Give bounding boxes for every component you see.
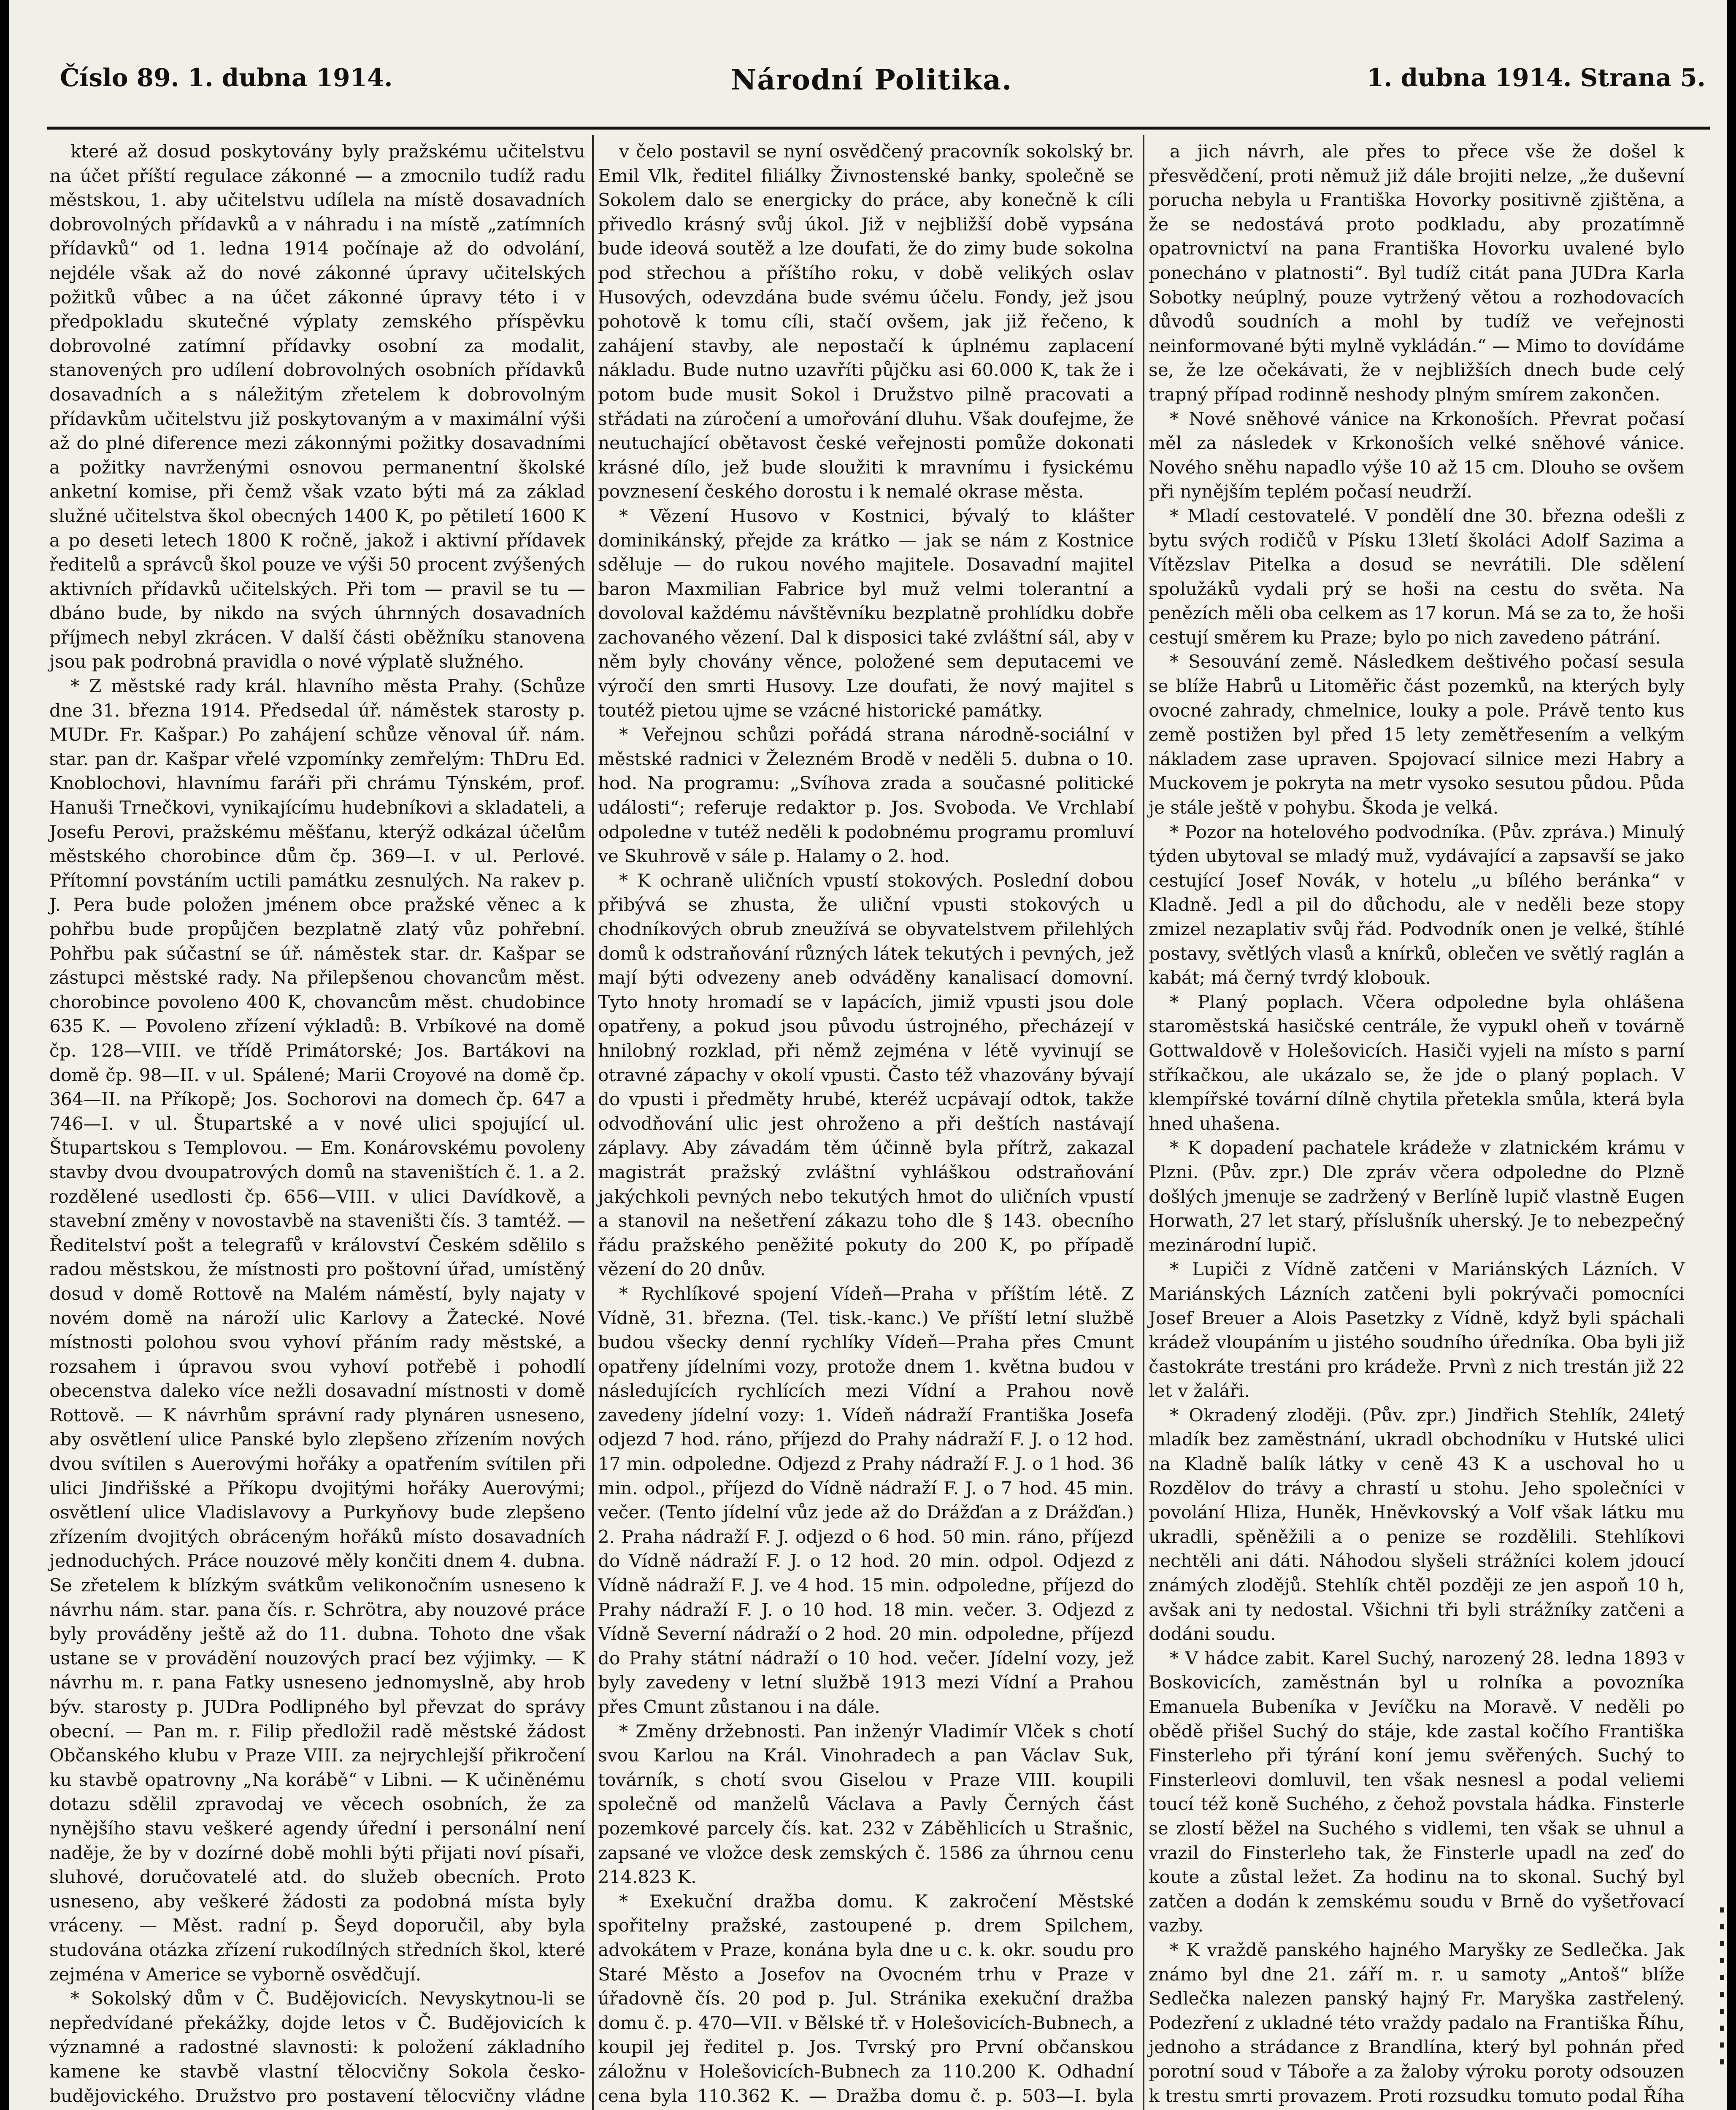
- article-paragraph: * Pozor na hotelového podvodníka. (Pův. zpráva.) Minulý týden ubytoval se mladý muž, vydávající a zapsavší se jako cestující Josef Novák, v hotelu „u bílého beránka“ v Kladně. Jedl a pil do důchodu, ale v neděli beze stopy zmizel nezaplativ svůj řád. Podvodník onen je velké, štíhlé postavy, světlých vlasů a knírků, oblečen ve světlý raglán a kabát; má černý tvrdý klobouk.: [1149, 821, 1685, 988]
- article-paragraph: * Exekuční dražba domu. K zakročení Městské spořitelny pražské, zastoupené p. drem Spilchem, advokátem v Praze, konána byla dne u c. k. okr. soudu pro Staré Město a Josefov na Ovocném trhu v Praze v úřadovně čís. 20 pod p. Jul. Stránika exekuční dražba domu č. p. 470—VII. v Bělské tř. v Holešovicích-Bubnech, a koupil jej ředitel p. Jos. Tvrský pro První občanskou záložnu v Holešovicích-Bubnech za 110.200 K. Odhadní cena byla 110.362 K. — Dražba domu č. p. 503—I. byla: [598, 1891, 1134, 2106]
- article-paragraph: * V hádce zabit. Karel Suchý, narozený 28. ledna 1893 v Boskovicích, zaměstnán byl u rolníka a povozníka Emanuela Bubeníka v Jevíčku na Moravě. V neděli po obědě přišel Suchý do stáje, kde zastal kočího Františka Finsterleho při týrání koní jemu svěřených. Suchý to Finsterleovi domluvil, ten však nesnesl a podal veliemi toucí též koně Suchého, z čehož povstala hádka. Finsterle se zlostí běžel na Suchého s vidlemi, ten však se uhnul a vrazil do Finsterleho tak, že Finsterle upadl na zeď do koute a zůstal ležet. Za hodinu na to skonal. Suchý byl zatčen a dodán k zemskému soudu v Brně do vyšetřovací vazby.: [1149, 1647, 1685, 1936]
- header-rule: [47, 127, 1710, 130]
- article-paragraph: * Rychlíkové spojení Vídeň—Praha v příštím létě. Z Vídně, 31. března. (Tel. tisk.-kanc.) Ve příští letní službě budou všecky denní rychlíky Vídeň—Praha přes Cmunt opatřeny jídelními vozy, protože dnem 1. května budou v následujících rychlících mezi Vídní a Prahou nově zavedeny jídelní vozy: 1. Vídeň nádraží Františka Josefa odjezd 7 hod. ráno, příjezd do Prahy nádraží F. J. o 12 hod. 17 min. odpoledne. Odjezd z Prahy nádraží F. J. o 1 hod. 36 min. odpol., příjezd do Vídně nádraží F. J. o 7 hod. 45 min. večer. (Tento jídelní vůz jede až do Drážďan a z Drážďan.) 2. Praha nádraží F. J. odjezd o 6 hod. 50 min. ráno, příjezd do Vídně nádraží F. J. o 12 hod. 20 min. odpol. Odjezd z Vídně nádraží F. J. ve 4 hod. 15 min. odpoledne, příjezd do Prahy nádraží F. J. o 10 hod. 18 min. večer. 3. Odjezd z Vídně Severní nádraží o 2 hod. 20 min. odpoledne, příjezd do Prahy státní nádraží o 10 hod. večer. Jídelní vozy, jež byly zavedeny v letní službě 1913 mezi Vídní a Prahou přes Cmunt zůstanou i na dále.: [598, 1283, 1134, 1717]
- article-paragraph: * Z městské rady král. hlavního města Prahy. (Schůze dne 31. března 1914. Předsedal úř. náměstek starosty p. MUDr. Fr. Kašpar.) Po zahájení schůze věnoval úř. nám. star. pan dr. Kašpar vřelé vzpomínky zemřelým: ThDru Ed. Knoblochovi, hlavnímu faráři při chrámu Týnském, prof. Hanuši Trnečkovi, vynikajícímu hudebníkovi a skladateli, a Josefu Perovi, pražskému měšťanu, kterýž odkázal účelům městského chorobince dům čp. 369—I. v ul. Perlové. Přítomní povstáním uctili památku zesnulých. Na rakev p. J. Pera bude položen jménem obce pražské věnec a k pohřbu bude propůjčen bezplatně zlatý vůz pohřební. Pohřbu pak súčastní se úř. náměstek star. dr. Kašpar se zástupci městské rady. Na přilepšenou chovancům měst. chorobince povoleno 400 K, chovancům měst. chudobince 635 K. — Povoleno zřízení výkladů: B. Vrbíkové na domě čp. 128—VIII. ve třídě Primátorské; Jos. Bartákovi na domě čp. 98—II. v ul. Spálené; Marii Croyové na domě čp. 364—II. na Příkopě; Jos. Sochorovi na domech čp. 647 a 746—I. v ul. Štupartské a v nové ulici spojující ul. Štupartskou s Templovou. — Em. Konárovskému povoleny stavby dvou dvoupatrových domů na staveništích č. 1. a 2. rozdělené usedlosti čp. 656—VIII. v ulici Davídkově, a stavební změny v novostavbě na staveništi čís. 3 tamtéž. — Ředitelství pošt a telegrafů v království Českém sdělilo s radou městskou, že místnosti pro poštovní úřad, umístěný dosud v domě Rottově na Malém náměstí, byly najaty v novém domě na nároží ulic Karlovy a Žatecké. Nové místnosti polohou svou vyhoví přáním rady městské, a rozsahem i úpravou svou vyhoví potřebě i pohodlí obecenstva daleko více nežli dosavadní místnosti v domě Rottově. — K návrhům správní rady plynáren usneseno, aby osvětlení ulice Panské bylo zlepšeno zřízením nových dvou svítilen s Auerovými hořáky a opatřením svítilen při ulici Jindřišské a Příkopu dvojitými hořáky Auerovými; osvětlení ulice Vladislavovy a Purkyňovy bude zlepšeno zřízením dvojitých obráceným hořáků místo dosavadních jednoduchých. Práce nouzové měly končiti dnem 4. dubna. Se zřetelem k blízkým svátkům velikonočním usneseno k návrhu nám. star. pana čís. r. Schrötra, aby nouzové práce byly prováděny ještě až do 11. dubna. Tohoto dne však ustane se v provádění nouzových prací bez výjimky. — K návrhu m. r. pana Fatky usneseno jednomyslně, aby hrob býv. starosty p. JUDra Podlipného byl převzat do správy obecní. — Pan m. r. Filip předložil radě městské žádost Občanského klubu v Praze VIII. za nejrychlejší přikročení ku stavbě opatrovny „Na korábě“ v Libni. — K učiněnému dotazu sdělil zpravodaj ve věcech osobních, že za nynějšího stavu veškeré agendy úřední i personální není naděje, že by v dozírné době mohli býti přijati noví písaři, sluhové, doručovatelé atd. do služeb obecních. Proto usneseno, aby veškeré žádosti za podobná místa byly vráceny. — Měst. radní p. Šeyd doporučil, aby byla studována otázka zřízení rukodílných středních škol, které zejména v Americe se vyborně osvědčují.: [49, 676, 585, 1985]
- article-paragraph: * Sesouvání země. Následkem deštivého počasí sesula se blíže Habrů u Litoměřic část pozemků, na kterých byly ovocné zahrady, chmelnice, louky a pole. Právě tento kus země postižen byl před 15 lety zemětřesením a velkým nákladem zase upraven. Spojovací silnice mezi Habry a Muckovem je pokryta na metr vysoko sesutou půdou. Půda je stále ještě v pohybu. Škoda je velká.: [1149, 651, 1685, 818]
- article-paragraph: * Vězení Husovo v Kostnici, bývalý to klášter dominikánský, přejde za krátko — jak se nám z Kostnice sděluje — do rukou nového majitele. Dosavadní majitel baron Maxmilian Fabrice byl muž velmi tolerantní a dovoloval každému návštěvníku bezplatně prohlídku dobře zachovaného vězení. Dal k disposici také zvláštní sál, aby v něm byly chovány věnce, položené sem deputacemi ve výročí den smrti Husovy. Lze doufati, že nový majitel s toutéž pietou ujme se vzácné historické památky.: [598, 505, 1134, 721]
- masthead-title: Národní Politika.: [731, 63, 1013, 96]
- article-paragraph: * Nové sněhové vánice na Krkonoších. Převrat počasí měl za následek v Krkonoších velké sněhové vánice. Nového sněhu napadlo výše 10 až 15 cm. Dlouho se ovšem při nynějším teplém počasí neudrží.: [1149, 408, 1685, 502]
- column-rule: [592, 135, 594, 2110]
- column-2: [598, 139, 1134, 2110]
- newspaper-page: [9, 0, 1727, 2110]
- article-paragraph: které až dosud poskytovány byly pražskému učitelstvu na účet příští regulace zákonné — a zmocnilo tudíž radu městskou, 1. aby učitelstvu udílela na místě dosavadních dobrovolných přídavků a v náhradu i na místě „zatímních přídavků“ od 1. ledna 1914 počínaje až do odvolání, nejdéle však až do nové zákonné úpravy učitelských požitků vůbec a na účet zákonné úpravy této i v předpokladu skutečné výplaty zemského příspěvku dobrovolné zatímní přídavky osobní za modalit, stanovených pro udílení dobrovolných osobních přídavků dosavadních a s náležitým zřetelem k dobrovolným přídavkům učitelstvu již poskytovaným a v maximální výši až do plné diference mezi zákonnými požitky dosavadními a požitky navrženými osnovou permanentní školské anketní komise, při čemž však vzato býti má za základ služné učitelstva škol obecných 1400 K, po pětiletí 1600 K a po deseti letech 1800 K ročně, jakož i aktivní přídavek ředitelů a správců škol pouze ve výši 50 procent zvýšených aktivních přídavků učitelských. Při tom — pravil se tu — dbáno bude, by nikdo na svých úhrnných dosavadních příjmech nebyl zkrácen. V další části oběžníku stanovena jsou pak podrobná pravidla o nové výplatě služného.: [49, 141, 585, 672]
- column-1: [49, 139, 585, 2110]
- article-paragraph: * Sokolský dům v Č. Budějovicích. Nevyskytnou-li se nepředvídané překážky, dojde letos v Č. Budějovicích k významné a radostné slavnosti: k položení základního kamene ke stavbě vlastní tělocvičny Sokola česko-budějovického. Družstvo pro postavení tělocvičny vládne: [49, 1988, 585, 2106]
- article-paragraph: a jich návrh, ale přes to přece vše že došel k přesvědčení, proti němuž již dále brojiti nelze, „že duševní porucha nebyla u Františka Hovorky positivně zjištěna, a že se nedostává proto podkladu, aby prozatímně opatrovnictví na pana Františka Hovorku uvalené bylo ponecháno v platnosti“. Byl tudíž citát pana JUDra Karla Sobotky neúplný, pouze vytržený větou a rozhodovacích důvodů soudních a mohl by tudíž ve veřejnosti neinformované býti mylně vykládán.“ — Mimo to dovídáme se, že lze očekávati, že v nejbližších dnech bude celý trapný případ rodinně neshody plným smírem zakončen.: [1149, 141, 1685, 405]
- issue-date: Číslo 89. 1. dubna 1914.: [60, 63, 393, 92]
- article-paragraph: * K vraždě panského hajného Maryšky ze Sedlečka. Jak známo byl dne 21. září m. r. u samoty „Antoš“ blíže Sedlečka nalezen panský hajný Fr. Maryška zastřelený. Podezření z ukladné této vraždy padalo na Františka Říhu, jednoho a strádance z Brandlína, který byl pohnán před porotní soud v Táboře a za žaloby výroku poroty odsouzen k trestu smrti provazem. Proti rozsudku tomuto podal Říha: [1149, 1939, 1685, 2106]
- page-header: [30, 63, 1706, 118]
- article-paragraph: * Lupiči z Vídně zatčeni v Mariánských Lázních. V Mariánských Lázních zatčeni byli pokrývači pomocníci Josef Breuer a Alois Pasetzky z Vídně, když byli spáchali krádež vloupáním u jistého soudního úředníka. Oba byli již častokráte trestáni pro krádeže. Prvnì z nich trestán již 22 let v žaláři.: [1149, 1259, 1685, 1401]
- article-paragraph: v čelo postavil se nyní osvědčený pracovník sokolský br. Emil Vlk, ředitel filiálky Živnostenské banky, společně se Sokolem dalo se energicky do práce, aby konečně k cíli přivedlo krásný svůj úkol. Již v nejbližší době vypsána bude ideová soutěž a lze doufati, že do zimy bude sokolna pod střechou a příštího roku, v době velikých oslav Husových, odevzdána bude svému účelu. Fondy, jež jsou pohotově k tomu cíli, stačí ovšem, jak již řečeno, k zahájení stavby, ale nepostačí k úplnému zaplacení nákladu. Bude nutno uzavříti půjčku asi 60.000 K, tak že i potom bude musit Sokol i Družstvo pilně pracovati a střádati na zúročení a umořování dluhu. Však doufejme, že neutuchající obětavost české veřejnosti pomůže dokonati krásné dílo, jež bude sloužiti k mravnímu i fysickému povznesení českého dorostu i k nemalé okrase města.: [598, 141, 1134, 502]
- article-paragraph: * Změny držebnosti. Pan inženýr Vladimír Vlček s chotí svou Karlou na Král. Vinohradech a pan Václav Suk, továrník, s chotí svou Giselou v Praze VIII. koupili společně od manželů Václava a Pavly Černých část pozemkové parcely čís. kat. 232 v Záběhlicích u Strašnic, zapsané ve vložce desk zemských č. 1586 za úhrnou cenu 214.823 K.: [598, 1720, 1134, 1888]
- article-paragraph: * K dopadení pachatele krádeže v zlatnickém krámu v Plzni. (Pův. zpr.) Dle zpráv včera odpoledne do Plzně došlých jmenuje se zadržený v Berlíně lupič vlastně Eugen Horwath, 27 let starý, příslušník uherský. Je to nebezpečný mezinárodní lupič.: [1149, 1137, 1685, 1255]
- article-paragraph: * Planý poplach. Včera odpoledne byla ohlášena staroměstská hasičské centrále, že vypukl oheň v továrně Gottwaldově v Holešovicích. Hasiči vyjeli na místo s parní stříkačkou, ale ukázalo se, že jde o planý poplach. V klempířské tovární dílně chytila přetekla smůla, která byla hned uhašena.: [1149, 991, 1685, 1134]
- page-number: 1. dubna 1914. Strana 5.: [1366, 63, 1706, 92]
- column-rule: [1143, 135, 1144, 2110]
- scan-edge-mark: [1720, 1907, 1724, 2076]
- article-paragraph: * K ochraně uličních vpustí stokových. Poslední dobou přibývá se zhusta, že uliční vpusti stokových u chodníkových obrub zneužívá se obyvatelstvem přilehlých domů k odstraňování různých látek tekutých i pevných, jež mají býti odvezeny aneb odváděny kanalisací domovní. Tyto hnoty hromadí se v lapácích, jimiž vpusti jsou dole opatřeny, a pokud jsou původu ústrojného, přecházejí v hnilobný rozklad, při němž zejména v létě vyvinují se otravné zápachy v okolí vpusti. Často též vhazovány bývají do vpusti i předměty hrubé, kteréž ucpávají odtok, takže odvodňování ulic jest ohroženo a při deštích nastávají záplavy. Aby závadám těm účinně byla přítrž, zakazal magistrát pražský zvláštní vyhláškou odstraňování jakýchkoli pevných nebo tekutých hmot do uličních vpustí a stanovil na nešetření zákazu toho dle § 143. obecního řádu pražského peněžité pokuty do 200 K, po případě vězení do 20 dnův.: [598, 870, 1134, 1280]
- column-3: [1149, 139, 1685, 2110]
- article-paragraph: * Veřejnou schůzi pořádá strana národně-sociální v městské radnici v Železném Brodě v neděli 5. dubna o 10. hod. Na programu: „Svíhova zrada a současné politické události“; referuje redaktor p. Jos. Svoboda. Ve Vrchlabí odpoledne v tutéž neděli k podobnému programu promluví ve Skuhrově v sále p. Halamy o 2. hod.: [598, 724, 1134, 867]
- article-paragraph: * Okradený zloději. (Pův. zpr.) Jindřich Stehlík, 24letý mladík bez zaměstnání, ukradl obchodníku v Hutské ulici na Kladně balík látky v ceně 43 K a uschoval ho u Rozdělov do trávy a chrastí u stohu. Jeho společníci v povolání Hliza, Huněk, Hněvkovský a Volf však látku mu ukradli, spěněžili a o penize se rozdělili. Stehlíkovi nechtěli ani dáti. Náhodou slyšeli strážníci kolem jdoucí známých zlodějů. Stehlík chtěl později ze jen aspoň 10 h, avšak ani ty nedostal. Všichni tři byli strážníky zatčeni a dodáni soudu.: [1149, 1404, 1685, 1645]
- article-paragraph: * Mladí cestovatelé. V pondělí dne 30. března odešli z bytu svých rodičů v Písku 13letí školáci Adolf Sazima a Vítězslav Pitelka a dosud se nevrátili. Dle sdělení spolužáků vydali prý se hoši na cestu do světa. Na penězích měli oba celkem as 17 korun. Má se za to, že hoši cestují směrem ku Praze; bylo po nich zavedeno pátrání.: [1149, 505, 1685, 648]
